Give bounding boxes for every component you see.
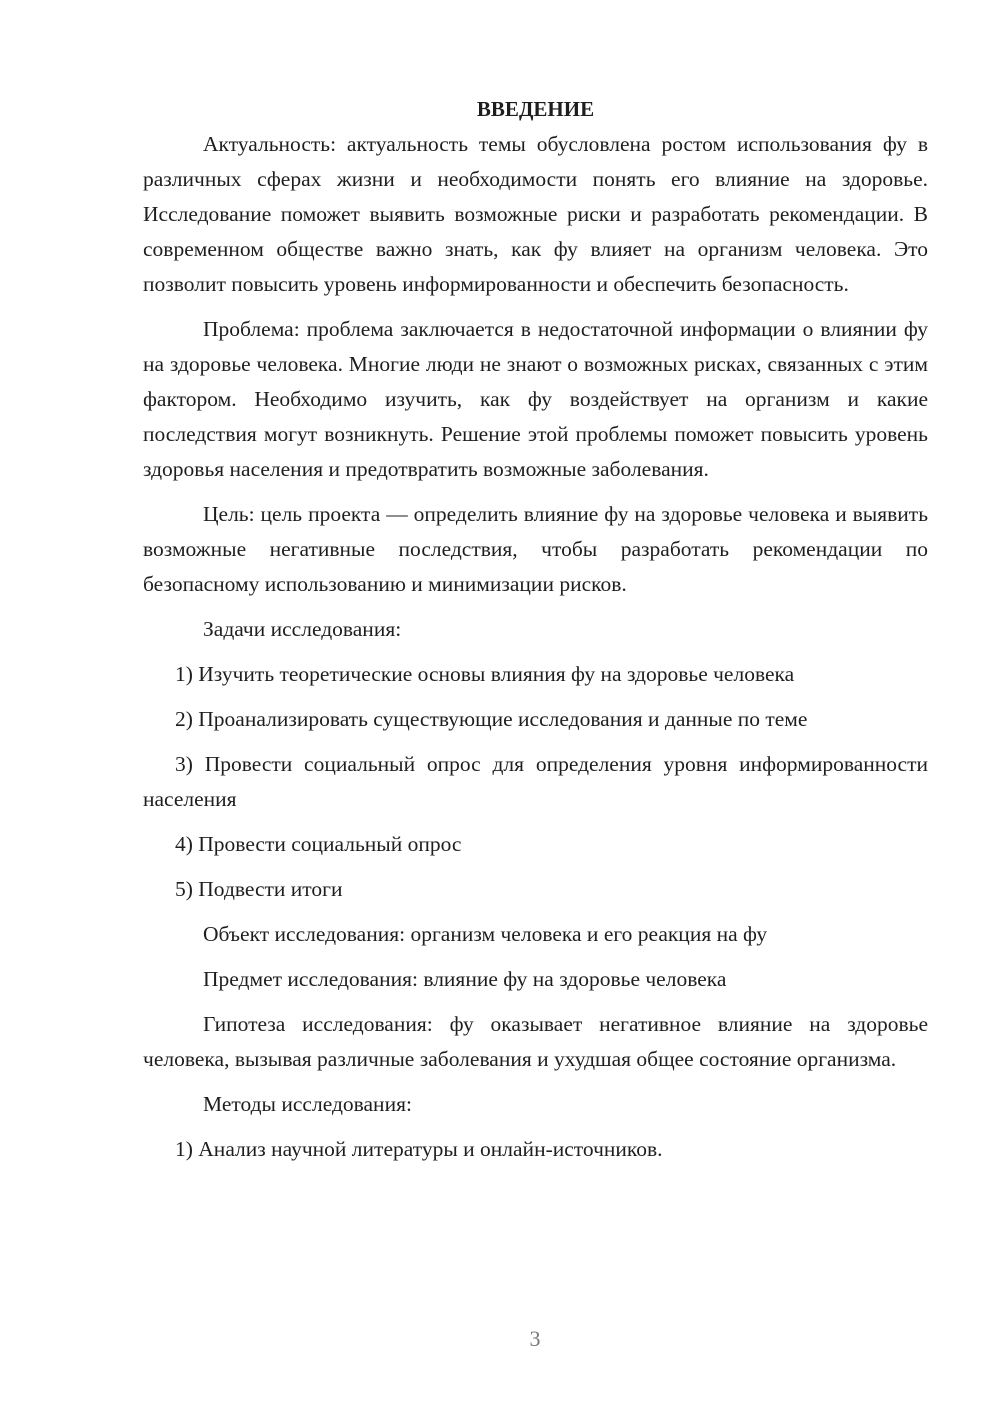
page-title: ВВЕДЕНИЕ — [476, 97, 595, 121]
methods-title: Методы исследования: — [203, 1092, 412, 1116]
object-paragraph: Объект исследования: организм человека и его реакция на фу — [203, 922, 768, 946]
task-item-3: 3) Провести социальный опрос для определения уровня информированности населения — [143, 752, 928, 811]
relevance-paragraph: Актуальность: актуальность темы обусловлена ростом использования фу в различных сферах жизни и необходимости понять его влияние на здоровье. Исследование поможет выявить возможные риски и разработать рекомендации. В современном обществе важно знать, как фу влияет на организм человека. Это позволит повысить уровень информированности и обеспечить безопасность. — [143, 132, 928, 296]
tasks-title: Задачи исследования: — [203, 617, 402, 641]
subject-paragraph: Предмет исследования: влияние фу на здоровье человека — [203, 967, 727, 991]
goal-paragraph: Цель: цель проекта — определить влияние фу на здоровье человека и выявить возможные негативные последствия, чтобы разработать рекомендации по безопасному использованию и минимизации рисков. — [143, 502, 928, 596]
task-item-1: 1) Изучить теоретические основы влияния фу на здоровье человека — [175, 662, 795, 686]
problem-paragraph: Проблема: проблема заключается в недостаточной информации о влиянии фу на здоровье человека. Многие люди не знают о возможных рисках, связанных с этим фактором. Необходимо изучить, как фу воздействует на организм и какие последствия могут возникнуть. Решение этой проблемы поможет повысить уровень здоровья населения и предотвратить возможные заболевания. — [143, 317, 928, 481]
task-item-2: 2) Проанализировать существующие исследования и данные по теме — [175, 707, 808, 731]
document-page — [143, 92, 928, 1177]
task-item-4: 4) Провести социальный опрос — [175, 832, 462, 856]
hypothesis-paragraph: Гипотеза исследования: фу оказывает негативное влияние на здоровье человека, вызывая различные заболевания и ухудшая общее состояние организма. — [143, 1012, 928, 1071]
task-item-5: 5) Подвести итоги — [175, 877, 343, 901]
method-item-1: 1) Анализ научной литературы и онлайн-источников. — [175, 1137, 663, 1161]
page-number: 3 — [529, 1326, 541, 1351]
